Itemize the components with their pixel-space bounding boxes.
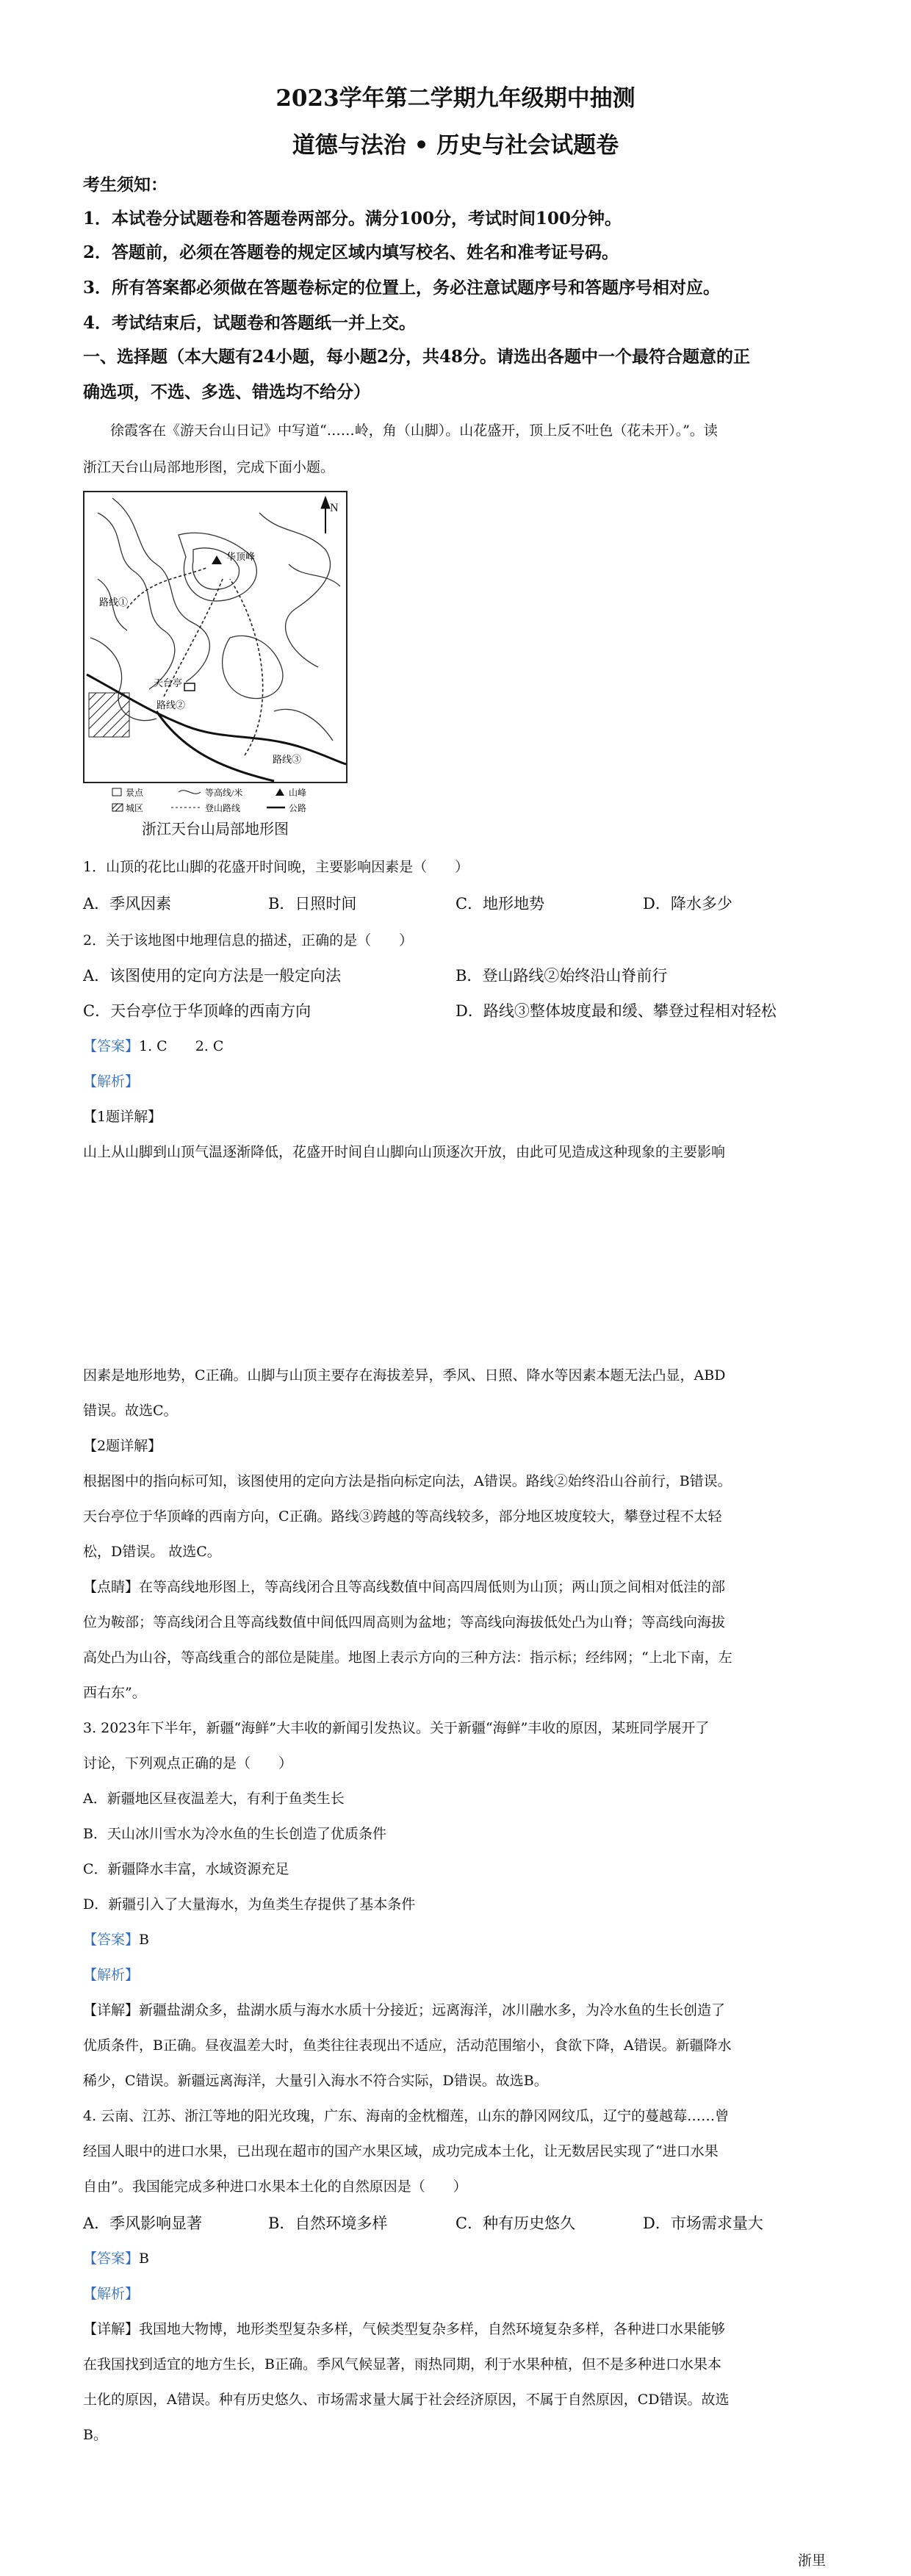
detail-text: 山上从山脚到山顶气温逐渐降低，花盛开时间自山脚向山顶逐次开放，由此可见造成这种现象的主要影响 — [83, 1144, 726, 1160]
question-stem: 4. 云南、江苏、浙江等地的阳光玫瑰，广东、海南的金枕榴莲，山东的静冈网纹瓜，辽宁的蔓越莓……曾 — [83, 2108, 730, 2124]
pavilion-label: 天台亭 — [154, 677, 183, 688]
detail-label: 【详解】 — [83, 2002, 140, 2018]
detail-text: 稀少，C错误。新疆远离海洋，大量引入海水不符合实际，D错误。故选B。 — [83, 2073, 548, 2089]
option-c: C．天台亭位于华顶峰的西南方向 — [83, 1002, 312, 1020]
option-c: C．新疆降水丰富，水域资源充足 — [83, 1861, 289, 1877]
option-b: B．天山冰川雪水为冷水鱼的生长创造了优质条件 — [83, 1826, 386, 1842]
option-b: B．日照时间 — [268, 895, 357, 913]
analysis-label: 【解析】 — [83, 1073, 140, 1090]
option-d: D．路线③整体坡度最和缓、攀登过程相对轻松 — [455, 1002, 777, 1020]
exam-subtitle: 道德与法治 • 历史与社会试题卷 — [292, 132, 619, 159]
detail-text: 在我国找到适宜的地方生长，B正确。季风气候显著，雨热同期，利于水果种植，但不是多种进口水果本 — [83, 2356, 721, 2372]
answer-text: 1. C 2. C — [139, 1038, 224, 1054]
answer-label: 【答案】 — [83, 1038, 140, 1054]
detail-text: 松，D错误。 故选C。 — [83, 1544, 221, 1560]
section-heading-line: 一、选择题（本大题有24小题，每小题2分，共48分。请选出各题中一个最符合题意的正 — [83, 347, 751, 367]
question-stem: 讨论，下列观点正确的是（ ） — [83, 1755, 293, 1771]
detail-line — [83, 2317, 840, 2341]
option-b: B．自然环境多样 — [268, 2215, 388, 2232]
route-label: 路线③ — [273, 754, 302, 765]
analysis-label: 【解析】 — [83, 2286, 140, 2302]
detail-label: 【1题详解】 — [83, 1109, 162, 1125]
route-label: 路线② — [156, 699, 186, 710]
notice-heading: 考生须知： — [83, 175, 168, 195]
question-stem: 1．山顶的花比山脚的花盛开时间晚，主要影响因素是（ ） — [83, 859, 469, 875]
detail-text: 优质条件，B正确。昼夜温差大时，鱼类往往表现出不适应，活动范围缩小，食欲下降，A错误。新疆降水 — [83, 2037, 732, 2054]
notice-item: 1．本试卷分试题卷和答题卷两部分。满分100分，考试时间100分钟。 — [83, 209, 622, 229]
option-b: B．登山路线②始终沿山脊前行 — [455, 967, 668, 985]
peak-label: 华顶峰 — [226, 551, 256, 562]
tip-text: 位为鞍部；等高线闭合且等高线数值中间低四周高则为盆地；等高线向海拔低处凸为山脊；等高线向海拔 — [83, 1614, 726, 1630]
topographic-map — [83, 491, 348, 783]
notice-item: 2．答题前，必须在答题卷的规定区域内填写校名、姓名和准考证号码。 — [83, 242, 619, 262]
option-d: D．新疆引入了大量海水，为鱼类生存提供了基本条件 — [83, 1896, 416, 1913]
legend-contour: 等高线/米 — [205, 788, 243, 798]
detail-line — [83, 1998, 840, 2022]
notice-item: 3．所有答案都必须做在答题卷标定的位置上，务必注意试题序号和答题序号相对应。 — [83, 278, 721, 298]
route-label: 路线① — [99, 597, 129, 608]
intro-line: 徐霞客在《游天台山日记》中写道“……岭，角（山脚）。山花盛开，顶上反不吐色（花未开）。”。读 — [110, 422, 718, 439]
legend-town: 城区 — [126, 803, 144, 813]
tip-text: 高处凸为山谷，等高线重合的部位是陡崖。地图上表示方向的三种方法：指示标；经纬网；“上北下南，左 — [83, 1649, 732, 1666]
detail-label: 【详解】 — [83, 2321, 140, 2337]
option-a: A．新疆地区昼夜温差大，有利于鱼类生长 — [83, 1791, 345, 1807]
tip-text: 在等高线地形图上，等高线闭合且等高线数值中间高四周低则为山顶；两山顶之间相对低洼的部 — [139, 1579, 726, 1595]
detail-text: 根据图中的指向标可知，该图使用的定向方法是指向标定向法，A错误。路线②始终沿山谷前行，B错误。 — [83, 1473, 732, 1489]
tip-line — [83, 1575, 840, 1599]
answer-line — [83, 1035, 840, 1058]
analysis-label: 【解析】 — [83, 1967, 140, 1983]
detail-text: 因素是地形地势，C正确。山脚与山顶主要存在海拔差异，季风、日照、降水等因素本题无法凸显，ABD — [83, 1367, 726, 1384]
option-a: A．该图使用的定向方法是一般定向法 — [83, 967, 342, 985]
map-legend — [83, 785, 348, 817]
tip-text: 西右东”。 — [83, 1685, 146, 1701]
detail-text: 错误。故选C。 — [83, 1403, 178, 1419]
option-d: D．降水多少 — [643, 895, 732, 913]
option-a: A．季风影响显著 — [83, 2215, 203, 2232]
detail-text: 土化的原因，A错误。种有历史悠久、市场需求量大属于社会经济原因，不属于自然原因，CD错误。故选 — [83, 2392, 730, 2408]
detail-text: 天台亭位于华顶峰的西南方向，C正确。路线③跨越的等高线较多，部分地区坡度较大，攀登过程不太轻 — [83, 1508, 722, 1525]
question-stem: 自由”。我国能完成多种进口水果本土化的自然原因是（ ） — [83, 2179, 467, 2195]
option-a: A．季风因素 — [83, 895, 172, 913]
page-footer: 浙里 — [798, 2552, 827, 2569]
option-c: C．地形地势 — [455, 895, 545, 913]
answer-line — [83, 2247, 840, 2270]
intro-line: 浙江天台山局部地形图，完成下面小题。 — [83, 459, 335, 475]
detail-text: B。 — [83, 2427, 107, 2443]
detail-label: 【2题详解】 — [83, 1438, 162, 1454]
section-heading-line: 确选项，不选、多选、错选均不给分） — [83, 382, 370, 402]
question-stem: 3. 2023年下半年，新疆“海鲜”大丰收的新闻引发热议。关于新疆“海鲜”丰收的原因，某班同学展开了 — [83, 1720, 710, 1736]
tip-label: 【点睛】 — [83, 1579, 140, 1595]
north-label: N — [330, 502, 339, 514]
legend-scenic: 景点 — [126, 788, 144, 798]
answer-text: B — [139, 2251, 149, 2267]
answer-line — [83, 1928, 840, 1951]
legend-trail: 登山路线 — [205, 803, 241, 813]
answer-text: B — [139, 1932, 149, 1948]
map-caption: 浙江天台山局部地形图 — [142, 820, 289, 838]
option-d: D．市场需求量大 — [643, 2215, 763, 2232]
detail-text: 我国地大物博，地形类型复杂多样，气候类型复杂多样，自然环境复杂多样，各种进口水果能够 — [139, 2321, 726, 2337]
option-c: C．种有历史悠久 — [455, 2215, 576, 2232]
answer-label: 【答案】 — [83, 1932, 140, 1948]
notice-item: 4．考试结束后，试题卷和答题纸一并上交。 — [83, 313, 417, 333]
answer-label: 【答案】 — [83, 2251, 140, 2267]
detail-text: 新疆盐湖众多，盐湖水质与海水水质十分接近；远离海洋，冰川融水多，为冷水鱼的生长创造了 — [139, 2002, 726, 2018]
exam-title: 2023学年第二学期九年级期中抽测 — [276, 85, 635, 112]
question-stem: 经国人眼中的进口水果，已出现在超市的国产水果区域，成功完成本土化，让无数居民实现了“进口水果 — [83, 2143, 719, 2159]
legend-peak: 山峰 — [289, 788, 307, 798]
legend-road: 公路 — [289, 803, 307, 813]
question-stem: 2．关于该地图中地理信息的描述，正确的是（ ） — [83, 932, 414, 949]
